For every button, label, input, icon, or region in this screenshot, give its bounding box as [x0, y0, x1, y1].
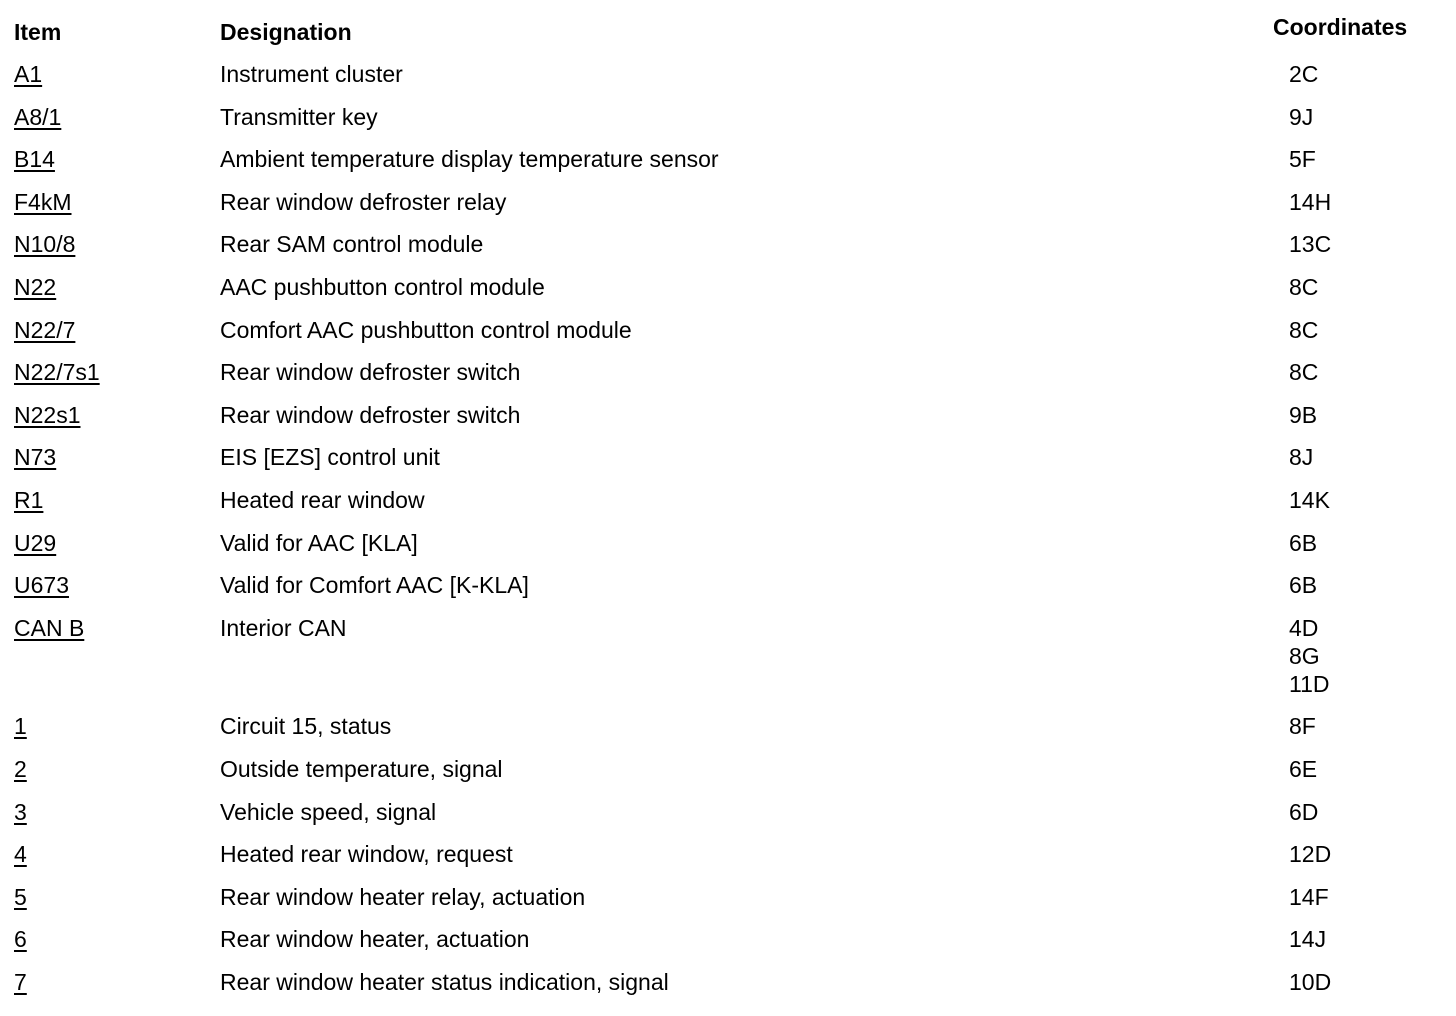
coordinate-value: 6B — [1289, 529, 1318, 556]
table-row — [0, 571, 1456, 614]
coordinate-value: 14K — [1289, 486, 1330, 513]
designation-cell: Vehicle speed, signal — [220, 798, 437, 825]
designation-cell: AAC pushbutton control module — [220, 273, 545, 300]
item-link[interactable]: 2 — [14, 755, 27, 782]
table-row — [0, 614, 1456, 713]
table-row — [0, 712, 1456, 755]
item-link[interactable]: 4 — [14, 841, 27, 868]
coordinates-cell — [1289, 188, 1439, 216]
coordinates-cell — [1289, 968, 1439, 996]
coordinate-value: 10D — [1289, 968, 1332, 995]
item-link[interactable]: F4kM — [14, 188, 72, 215]
coordinate-value: 2C — [1289, 61, 1319, 87]
coordinate-value: 13C — [1289, 231, 1332, 258]
item-link[interactable]: CAN B — [14, 614, 85, 641]
item-link[interactable]: 1 — [14, 713, 27, 740]
coordinate-value: 8G — [1289, 642, 1320, 669]
designation-cell: Rear window heater relay, actuation — [220, 883, 586, 910]
coordinates-cell — [1289, 316, 1439, 344]
table-row — [0, 145, 1456, 188]
item-link[interactable]: B14 — [14, 146, 55, 173]
coordinate-value: 4D — [1289, 614, 1319, 641]
coordinate-value: 8C — [1289, 273, 1319, 300]
coordinate-value: 6B — [1289, 572, 1318, 599]
coordinate-value: 9J — [1289, 103, 1314, 130]
coordinates-cell — [1289, 755, 1439, 783]
item-link[interactable]: N10/8 — [14, 231, 76, 258]
item-link[interactable]: N22/7 — [14, 316, 76, 343]
item-link[interactable]: N73 — [14, 444, 57, 471]
column-header-designation: Designation — [220, 19, 352, 45]
item-link[interactable]: 3 — [14, 798, 27, 825]
table-row — [0, 755, 1456, 798]
item-cell — [0, 273, 220, 301]
coordinate-value: 5F — [1289, 146, 1316, 173]
designation-cell: EIS [EZS] control unit — [220, 444, 440, 471]
designation-cell: Instrument cluster — [220, 61, 403, 87]
item-link[interactable]: 7 — [14, 968, 27, 995]
coordinates-cell — [1289, 798, 1439, 826]
item-cell — [0, 443, 220, 471]
designation-cell: Heated rear window, request — [220, 841, 513, 868]
coordinates-cell — [1289, 230, 1439, 258]
item-cell — [0, 883, 220, 911]
coordinates-cell — [1289, 614, 1439, 698]
table-row — [0, 529, 1456, 572]
coordinates-cell — [1289, 358, 1439, 386]
item-link[interactable]: N22s1 — [14, 401, 81, 428]
legend-table — [0, 60, 1456, 1010]
coordinate-value: 11D — [1289, 670, 1330, 697]
item-cell — [0, 486, 220, 514]
item-cell — [0, 712, 220, 740]
table-row — [0, 968, 1456, 1011]
item-cell — [0, 571, 220, 599]
designation-cell: Rear window defroster switch — [220, 401, 521, 428]
coordinate-value: 14F — [1289, 883, 1329, 910]
coordinates-cell — [1289, 401, 1439, 429]
table-row — [0, 273, 1456, 316]
coordinates-cell — [1289, 925, 1439, 953]
coordinates-cell — [1289, 486, 1439, 514]
designation-cell: Comfort AAC pushbutton control module — [220, 316, 632, 343]
table-row — [0, 316, 1456, 359]
coordinate-value: 6E — [1289, 755, 1318, 782]
table-row — [0, 60, 1456, 103]
coordinates-cell — [1289, 145, 1439, 173]
item-cell — [0, 529, 220, 557]
coordinates-cell — [1289, 529, 1439, 557]
coordinates-cell — [1289, 883, 1439, 911]
designation-cell: Rear SAM control module — [220, 231, 484, 258]
item-cell — [0, 840, 220, 868]
item-cell — [0, 798, 220, 826]
item-link[interactable]: 6 — [14, 926, 27, 953]
item-link[interactable]: A8/1 — [14, 103, 62, 130]
designation-cell: Valid for Comfort AAC [K-KLA] — [220, 572, 529, 599]
designation-cell: Valid for AAC [KLA] — [220, 529, 418, 556]
item-cell — [0, 103, 220, 131]
designation-cell: Ambient temperature display temperature sensor — [220, 146, 719, 173]
designation-cell: Heated rear window — [220, 486, 425, 513]
item-link[interactable]: 5 — [14, 883, 27, 910]
designation-cell: Rear window defroster switch — [220, 359, 521, 386]
item-cell — [0, 316, 220, 344]
coordinates-cell — [1289, 712, 1439, 740]
item-link[interactable]: U29 — [14, 529, 57, 556]
column-header-coordinates: Coordinates — [1273, 14, 1408, 40]
coordinates-cell — [1289, 103, 1439, 131]
designation-cell: Interior CAN — [220, 614, 347, 641]
table-row — [0, 103, 1456, 146]
item-cell — [0, 230, 220, 258]
item-cell — [0, 358, 220, 386]
item-link[interactable]: N22/7s1 — [14, 359, 100, 386]
coordinate-value: 14H — [1289, 188, 1332, 215]
table-row — [0, 840, 1456, 883]
coordinates-cell — [1289, 840, 1439, 868]
item-cell — [0, 968, 220, 996]
item-cell — [0, 755, 220, 783]
table-row — [0, 188, 1456, 231]
item-cell — [0, 188, 220, 216]
designation-cell: Rear window defroster relay — [220, 188, 507, 215]
table-row — [0, 401, 1456, 444]
coordinates-cell — [1289, 273, 1439, 301]
coordinate-value: 6D — [1289, 798, 1319, 825]
table-row — [0, 358, 1456, 401]
designation-cell: Transmitter key — [220, 103, 378, 130]
table-row — [0, 486, 1456, 529]
column-header-item: Item — [14, 19, 62, 45]
item-cell — [0, 145, 220, 173]
table-row — [0, 230, 1456, 273]
coordinate-value: 14J — [1289, 926, 1327, 953]
coordinates-cell — [1289, 60, 1439, 88]
coordinate-value: 12D — [1289, 841, 1332, 868]
designation-cell: Rear window heater, actuation — [220, 926, 530, 953]
table-row — [0, 925, 1456, 968]
item-cell — [0, 925, 220, 953]
coordinate-value: 8F — [1289, 713, 1316, 740]
item-link[interactable]: R1 — [14, 486, 44, 513]
designation-cell: Rear window heater status indication, signal — [220, 968, 669, 995]
designation-cell: Outside temperature, signal — [220, 755, 503, 782]
item-link[interactable]: N22 — [14, 273, 57, 300]
table-row — [0, 443, 1456, 486]
coordinates-cell — [1289, 443, 1439, 471]
designation-cell: Circuit 15, status — [220, 713, 392, 740]
coordinate-value: 9B — [1289, 401, 1318, 428]
coordinate-value: 8C — [1289, 359, 1319, 386]
coordinate-value: 8J — [1289, 444, 1314, 471]
item-link[interactable]: A1 — [14, 61, 43, 87]
table-row — [0, 798, 1456, 841]
item-cell — [0, 401, 220, 429]
item-link[interactable]: U673 — [14, 572, 69, 599]
coordinate-value: 8C — [1289, 316, 1319, 343]
coordinates-cell — [1289, 571, 1439, 599]
item-cell — [0, 614, 220, 642]
item-cell — [0, 60, 220, 88]
table-row — [0, 883, 1456, 926]
